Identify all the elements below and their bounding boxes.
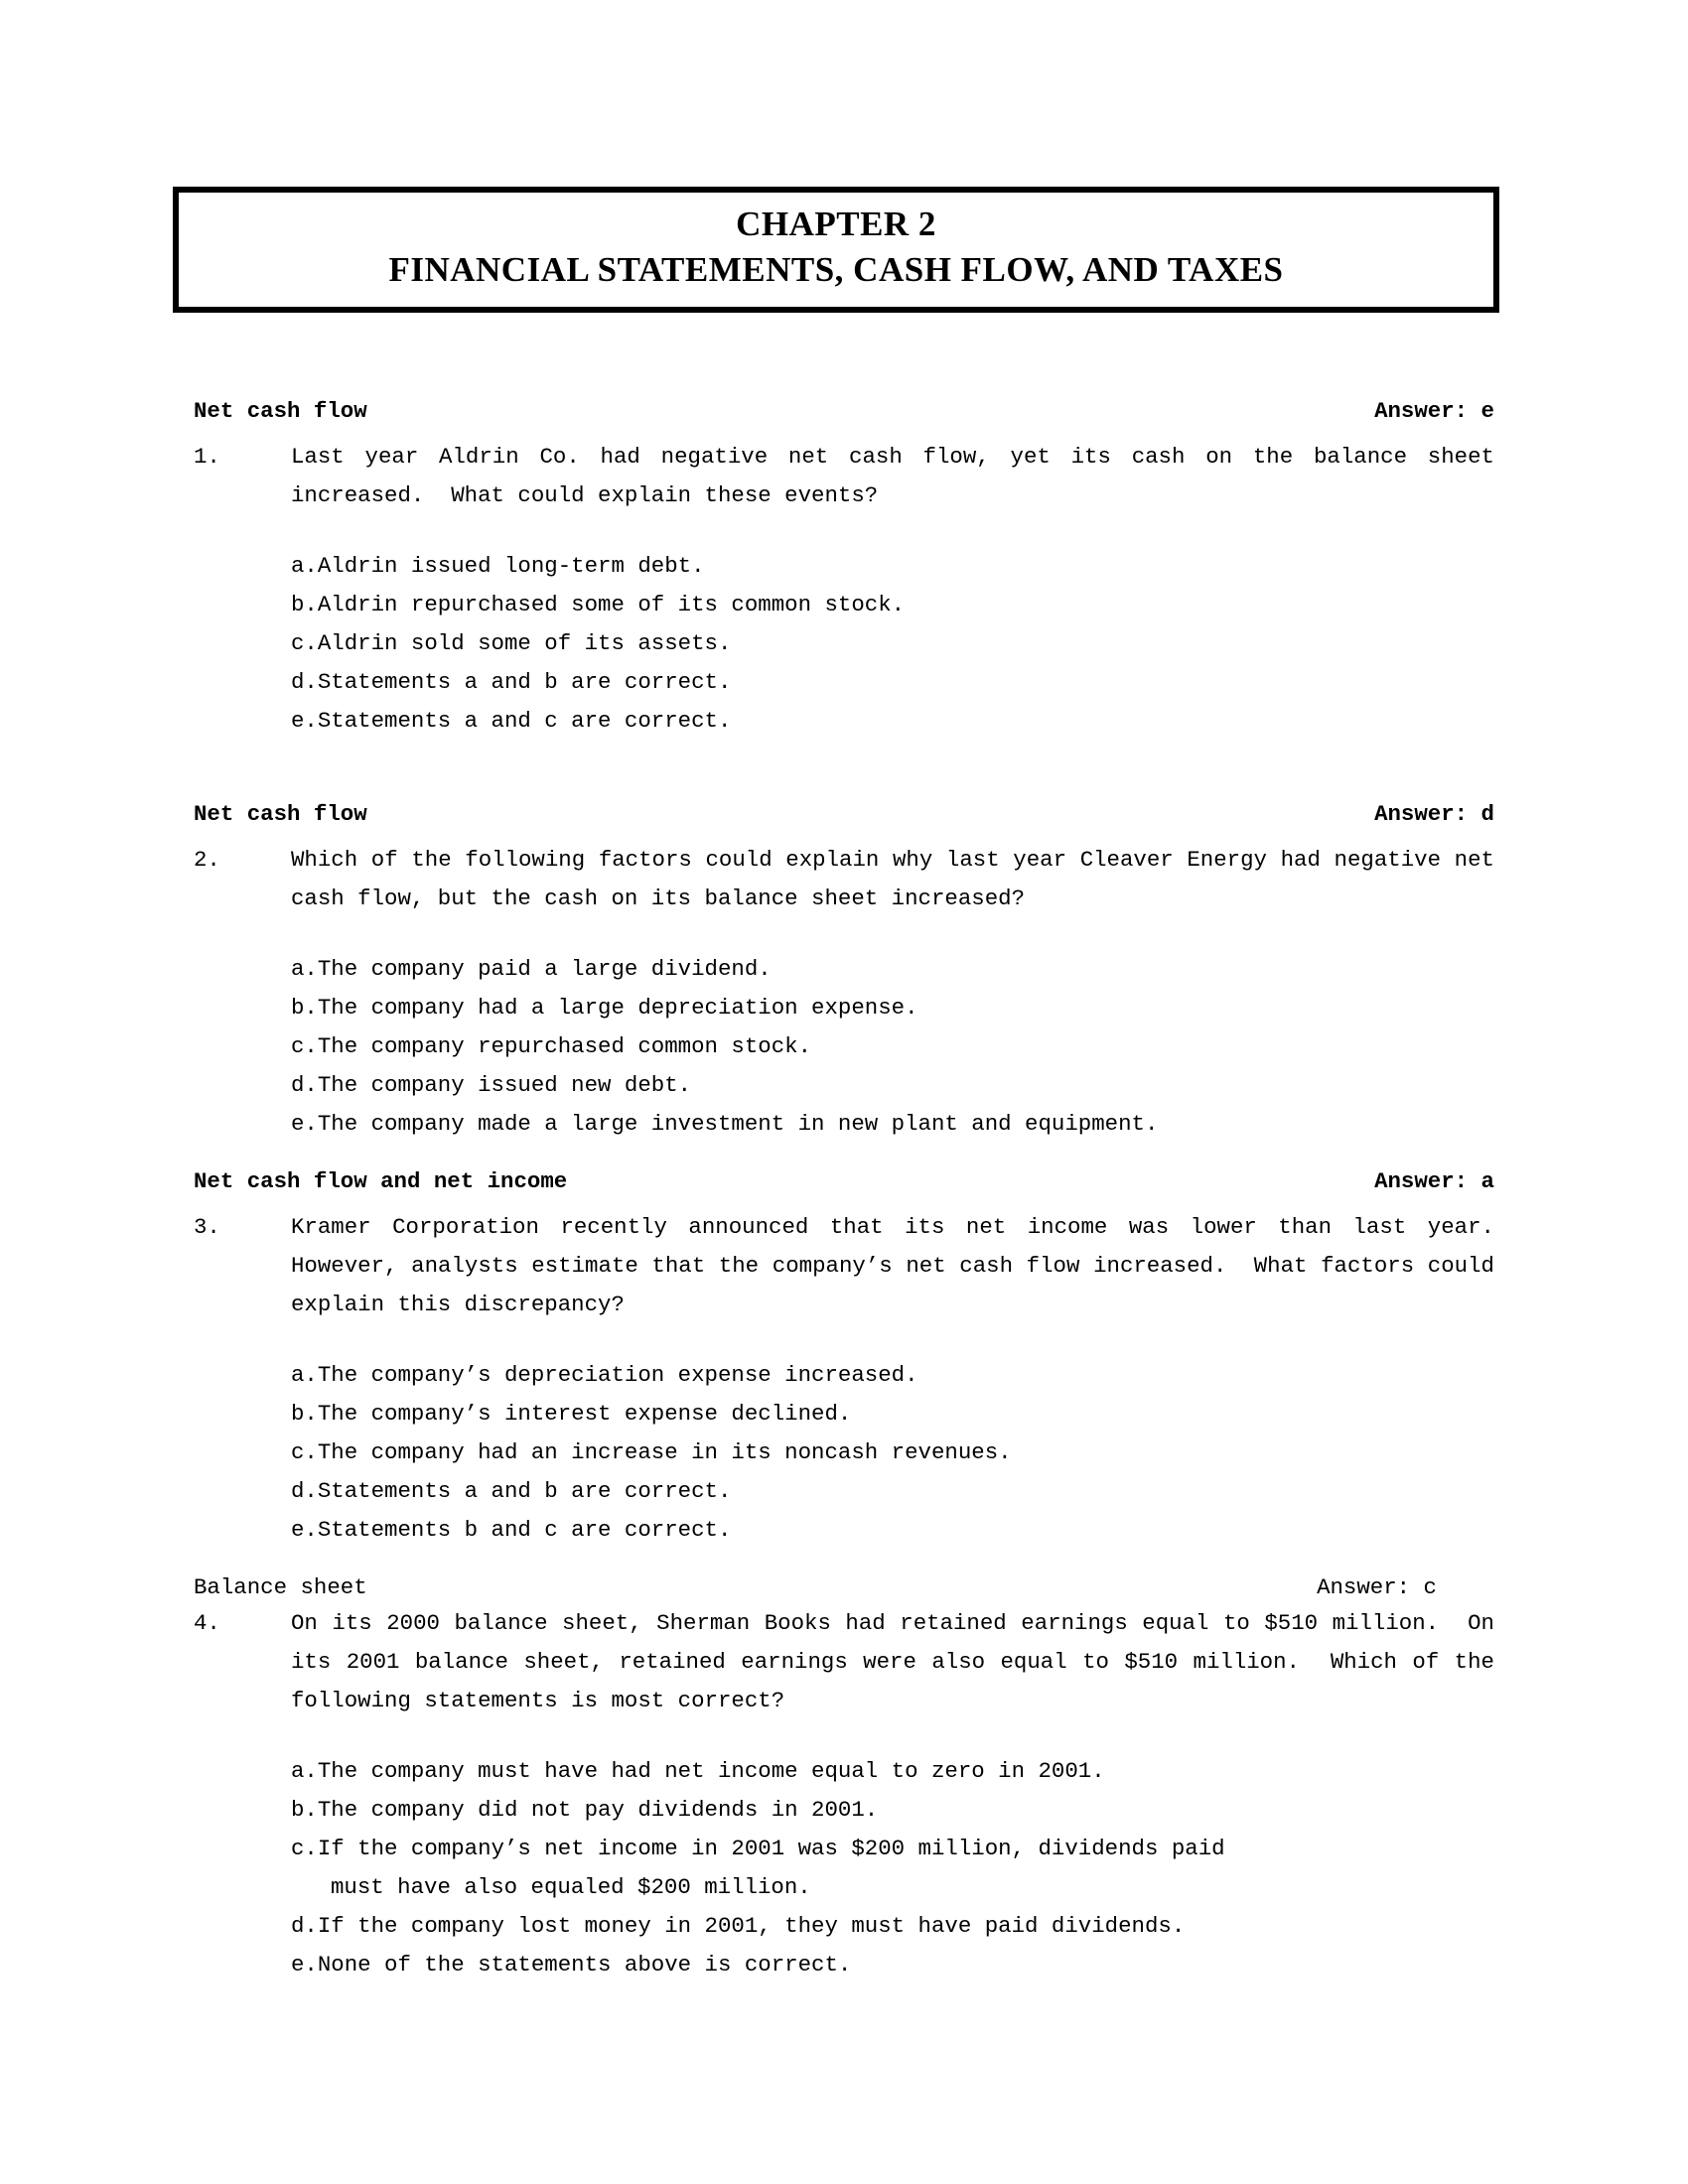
option-text: The company issued new debt. — [317, 1072, 692, 1098]
chapter-number: CHAPTER 2 — [736, 205, 936, 243]
option-2-c[interactable] — [291, 1027, 1494, 1066]
option-text: If the company’s net income in 2001 was $200 million, dividends paid — [317, 1836, 1225, 1861]
option-text: The company repurchased common stock. — [317, 1033, 812, 1059]
spacer — [194, 741, 1494, 798]
option-3-e[interactable] — [291, 1511, 1494, 1550]
question-heading-2 — [194, 798, 1494, 831]
question-text-4: On its 2000 balance sheet, Sherman Books had retained earnings equal to $510 million. On its 2001 balance sheet, retained earnings were also equal to $510 million. Which of the following statements is most correct? — [291, 1610, 1508, 1713]
option-3-d[interactable] — [291, 1472, 1494, 1511]
option-letter: d. — [291, 1913, 318, 1939]
option-letter: d. — [291, 1478, 318, 1504]
option-letter: c. — [291, 1439, 318, 1465]
chapter-title-box — [173, 187, 1499, 313]
option-text: None of the statements above is correct. — [317, 1952, 852, 1978]
option-text: The company had a large depreciation expense. — [317, 995, 918, 1021]
option-letter: a. — [291, 553, 318, 579]
question-text-1: Last year Aldrin Co. had negative net cash flow, yet its cash on the balance sheet increased. What could explain these events? — [291, 444, 1508, 508]
option-3-a[interactable] — [291, 1356, 1494, 1395]
question-topic-2: Net cash flow — [194, 801, 367, 827]
options-list-1 — [194, 547, 1494, 741]
option-letter: b. — [291, 995, 318, 1021]
option-text: The company’s interest expense declined. — [317, 1401, 852, 1427]
question-block-1 — [194, 395, 1508, 741]
option-text: Statements a and b are correct. — [317, 669, 732, 695]
question-stem-3 — [194, 1208, 1521, 1324]
question-list — [194, 395, 1521, 1984]
option-3-b[interactable] — [291, 1395, 1494, 1433]
option-letter: b. — [291, 592, 318, 617]
question-answer-1: Answer: e — [1374, 398, 1494, 424]
option-text: Statements a and c are correct. — [317, 708, 732, 734]
spacer — [194, 1198, 1494, 1208]
option-text: The company paid a large dividend. — [317, 956, 772, 982]
option-text: Aldrin sold some of its assets. — [317, 630, 732, 656]
option-text: The company’s depreciation expense increased. — [317, 1362, 918, 1388]
option-text: If the company lost money in 2001, they must have paid dividends. — [317, 1913, 1186, 1939]
question-block-2 — [194, 798, 1508, 1144]
question-text-3: Kramer Corporation recently announced that its net income was lower than last year. However, analysts estimate that the company’s net cash flow increased. What factors could explain this discrepancy? — [291, 1214, 1521, 1317]
option-letter: a. — [291, 1362, 318, 1388]
option-1-d[interactable] — [291, 663, 1494, 702]
question-heading-4 — [194, 1571, 1494, 1604]
question-text-2: Which of the following factors could explain why last year Cleaver Energy had negative net cash flow, but the cash on its balance sheet increased? — [291, 847, 1508, 911]
spacer — [194, 831, 1494, 841]
option-4-c[interactable] — [291, 1830, 1494, 1868]
question-heading-1 — [194, 395, 1494, 428]
option-text: Aldrin repurchased some of its common stock. — [317, 592, 906, 617]
option-letter: c. — [291, 1836, 318, 1861]
question-stem-4 — [194, 1604, 1508, 1720]
option-text: Aldrin issued long-term debt. — [317, 553, 705, 579]
question-number-4: 4. — [194, 1610, 220, 1636]
question-topic-3: Net cash flow and net income — [194, 1168, 568, 1194]
spacer — [194, 1720, 1494, 1752]
options-list-2 — [194, 950, 1494, 1144]
option-2-d[interactable] — [291, 1066, 1494, 1105]
question-answer-4: Answer: c — [1317, 1574, 1437, 1600]
option-4-b[interactable] — [291, 1791, 1494, 1830]
option-4-d[interactable] — [291, 1907, 1494, 1946]
question-heading-3 — [194, 1165, 1494, 1198]
option-letter: b. — [291, 1401, 318, 1427]
option-2-a[interactable] — [291, 950, 1494, 989]
option-letter: d. — [291, 669, 318, 695]
option-4-c-continuation: must have also equaled $200 million. — [331, 1874, 811, 1900]
option-letter: e. — [291, 1952, 318, 1978]
option-1-b[interactable] — [291, 586, 1494, 624]
question-block-3 — [194, 1165, 1521, 1550]
spacer — [194, 1324, 1494, 1356]
option-letter: a. — [291, 1758, 318, 1784]
question-number-3: 3. — [194, 1214, 220, 1240]
options-list-3 — [194, 1356, 1494, 1550]
question-topic-4: Balance sheet — [194, 1574, 367, 1600]
option-2-e[interactable] — [291, 1105, 1494, 1144]
option-letter: d. — [291, 1072, 318, 1098]
question-topic-1: Net cash flow — [194, 398, 367, 424]
option-text: The company must have had net income equal to zero in 2001. — [317, 1758, 1105, 1784]
option-3-c[interactable] — [291, 1433, 1494, 1472]
question-answer-3: Answer: a — [1374, 1168, 1494, 1194]
option-letter: e. — [291, 708, 318, 734]
option-letter: c. — [291, 630, 318, 656]
question-number-1: 1. — [194, 444, 220, 470]
spacer — [194, 918, 1494, 950]
spacer — [194, 1144, 1494, 1165]
question-stem-2 — [194, 841, 1508, 918]
spacer — [194, 515, 1494, 547]
option-letter: e. — [291, 1517, 318, 1543]
question-block-4 — [194, 1571, 1508, 1984]
question-number-2: 2. — [194, 847, 220, 873]
option-text: Statements a and b are correct. — [317, 1478, 732, 1504]
question-stem-1 — [194, 438, 1508, 515]
spacer — [194, 428, 1494, 438]
spacer — [194, 1550, 1494, 1571]
option-4-a[interactable] — [291, 1752, 1494, 1791]
chapter-title: FINANCIAL STATEMENTS, CASH FLOW, AND TAXES — [388, 250, 1284, 289]
option-letter: c. — [291, 1033, 318, 1059]
option-2-b[interactable] — [291, 989, 1494, 1027]
option-text: The company made a large investment in new plant and equipment. — [317, 1111, 1159, 1137]
option-4-e[interactable] — [291, 1946, 1494, 1984]
option-letter: e. — [291, 1111, 318, 1137]
option-text: The company had an increase in its noncash revenues. — [317, 1439, 1012, 1465]
option-1-a[interactable] — [291, 547, 1494, 586]
option-letter: a. — [291, 956, 318, 982]
option-letter: b. — [291, 1797, 318, 1823]
option-text: Statements b and c are correct. — [317, 1517, 732, 1543]
option-1-c[interactable] — [291, 624, 1494, 663]
chapter-title-box-inner — [177, 191, 1495, 309]
option-text: The company did not pay dividends in 2001. — [317, 1797, 879, 1823]
question-answer-2: Answer: d — [1374, 801, 1494, 827]
option-1-e[interactable] — [291, 702, 1494, 741]
options-list-4 — [194, 1752, 1494, 1984]
